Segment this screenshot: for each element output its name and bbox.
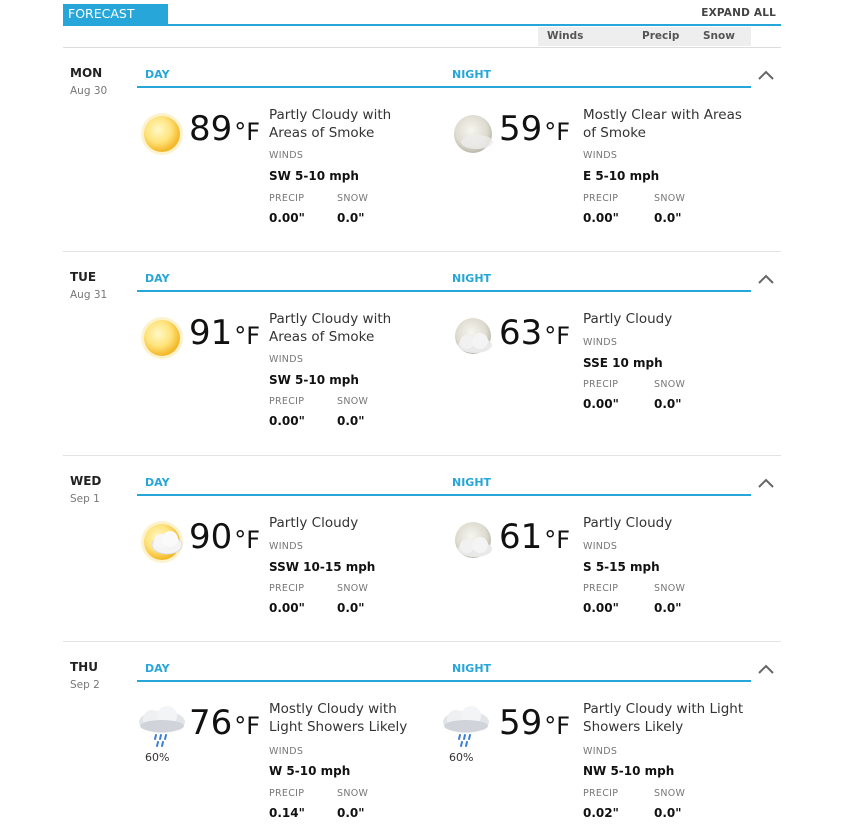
- winds-value: SSW 10-15 mph: [269, 560, 376, 574]
- legend-snow: Snow: [703, 30, 735, 42]
- winds-value: NW 5-10 mph: [583, 764, 675, 778]
- snow-value: 0.0": [337, 601, 365, 615]
- day-of-week: TUE: [70, 270, 97, 284]
- snow-label: SNOW: [654, 583, 686, 594]
- snow-value: 0.0": [337, 806, 365, 820]
- snow-value: 0.0": [654, 806, 682, 820]
- day-label: DAY: [145, 68, 170, 81]
- winds-label: WINDS: [269, 150, 304, 161]
- night-panel: [451, 307, 751, 437]
- condition-text: Partly Cloudy with Areas of Smoke: [269, 311, 392, 345]
- day-panel: [137, 697, 437, 827]
- sun-icon: [137, 111, 187, 157]
- header-underline: [63, 24, 781, 26]
- day-label: DAY: [145, 476, 170, 489]
- condition-text: Partly Cloudy: [583, 515, 673, 531]
- winds-label: WINDS: [269, 746, 304, 757]
- precip-value: 0.02": [583, 806, 619, 820]
- temperature: 63°F: [499, 313, 571, 353]
- day-panel: [137, 307, 437, 437]
- snow-value: 0.0": [337, 211, 365, 225]
- day-label: DAY: [145, 272, 170, 285]
- day-of-week: MON: [70, 66, 103, 80]
- night-label: NIGHT: [452, 68, 492, 81]
- condition-text: Mostly Cloudy with Light Showers Likely: [269, 701, 408, 735]
- snow-label: SNOW: [337, 788, 369, 799]
- condition-text: Partly Cloudy: [583, 311, 673, 327]
- precip-label: PRECIP: [583, 379, 619, 390]
- temperature: 61°F: [499, 517, 571, 557]
- collapse-chevron-icon[interactable]: [757, 476, 775, 490]
- precip-chance: 60%: [449, 751, 474, 764]
- night-label: NIGHT: [452, 272, 492, 285]
- temperature: 59°F: [499, 703, 571, 743]
- condition-text: Partly Cloudy with Areas of Smoke: [269, 107, 392, 141]
- day-of-week: WED: [70, 474, 102, 488]
- date-label: Aug 30: [70, 85, 108, 97]
- precip-chance: 60%: [145, 751, 170, 764]
- winds-label: WINDS: [269, 354, 304, 365]
- temperature: 91°F: [189, 313, 261, 353]
- collapse-chevron-icon[interactable]: [757, 272, 775, 286]
- period-underline: [137, 680, 751, 682]
- snow-label: SNOW: [337, 193, 369, 204]
- legend-winds: Winds: [547, 30, 584, 42]
- moon-clear-icon: [451, 111, 501, 157]
- legend-precip: Precip: [642, 30, 680, 42]
- period-underline: [137, 494, 751, 496]
- snow-label: SNOW: [654, 193, 686, 204]
- winds-label: WINDS: [583, 746, 618, 757]
- date-label: Sep 2: [70, 679, 100, 691]
- precip-value: 0.00": [583, 211, 619, 225]
- precip-label: PRECIP: [269, 583, 305, 594]
- night-label: NIGHT: [452, 476, 492, 489]
- expand-all-button[interactable]: EXPAND ALL: [701, 7, 776, 19]
- day-panel: [137, 511, 437, 641]
- moon-cloud-icon: [451, 519, 501, 565]
- temperature: 90°F: [189, 517, 261, 557]
- date-label: Sep 1: [70, 493, 100, 505]
- precip-label: PRECIP: [269, 788, 305, 799]
- snow-label: SNOW: [654, 788, 686, 799]
- temperature: 89°F: [189, 109, 261, 149]
- winds-label: WINDS: [583, 337, 618, 348]
- night-panel: [451, 511, 751, 641]
- sun-cloud-icon: [137, 519, 187, 565]
- precip-value: 0.00": [269, 601, 305, 615]
- winds-label: WINDS: [583, 541, 618, 552]
- snow-value: 0.0": [654, 211, 682, 225]
- forecast-row-mon: [0, 48, 847, 252]
- winds-value: SW 5-10 mph: [269, 373, 359, 387]
- snow-label: SNOW: [654, 379, 686, 390]
- forecast-tab[interactable]: FORECAST: [63, 4, 168, 24]
- precip-label: PRECIP: [583, 583, 619, 594]
- condition-text: Partly Cloudy: [269, 515, 359, 531]
- precip-value: 0.00": [269, 414, 305, 428]
- winds-label: WINDS: [583, 150, 618, 161]
- night-panel: [451, 103, 751, 233]
- precip-label: PRECIP: [583, 788, 619, 799]
- date-label: Aug 31: [70, 289, 108, 301]
- snow-label: SNOW: [337, 396, 369, 407]
- day-of-week: THU: [70, 660, 98, 674]
- collapse-chevron-icon[interactable]: [757, 68, 775, 82]
- forecast-row-thu: [0, 642, 847, 834]
- night-panel: [441, 697, 744, 827]
- snow-label: SNOW: [337, 583, 369, 594]
- snow-value: 0.0": [654, 397, 682, 411]
- precip-label: PRECIP: [269, 193, 305, 204]
- winds-value: SSE 10 mph: [583, 356, 663, 370]
- day-panel: [137, 103, 437, 233]
- rain-cloud-icon: [441, 705, 491, 751]
- night-label: NIGHT: [452, 662, 492, 675]
- collapse-chevron-icon[interactable]: [757, 662, 775, 676]
- precip-label: PRECIP: [583, 193, 619, 204]
- precip-label: PRECIP: [269, 396, 305, 407]
- period-underline: [137, 290, 751, 292]
- period-underline: [137, 86, 751, 88]
- winds-value: S 5-15 mph: [583, 560, 660, 574]
- precip-value: 0.00": [583, 601, 619, 615]
- precip-value: 0.00": [269, 211, 305, 225]
- condition-text: Mostly Clear with Areas of Smoke: [583, 107, 742, 141]
- winds-value: W 5-10 mph: [269, 764, 351, 778]
- moon-cloud-icon: [451, 315, 501, 361]
- forecast-row-wed: [0, 456, 847, 642]
- winds-label: WINDS: [269, 541, 304, 552]
- condition-text: Partly Cloudy with Light Showers Likely: [583, 701, 744, 735]
- winds-value: E 5-10 mph: [583, 169, 660, 183]
- day-label: DAY: [145, 662, 170, 675]
- precip-value: 0.00": [583, 397, 619, 411]
- snow-value: 0.0": [337, 414, 365, 428]
- winds-value: SW 5-10 mph: [269, 169, 359, 183]
- forecast-row-tue: [0, 252, 847, 456]
- temperature: 59°F: [499, 109, 571, 149]
- sun-icon: [137, 315, 187, 361]
- snow-value: 0.0": [654, 601, 682, 615]
- precip-value: 0.14": [269, 806, 305, 820]
- rain-cloud-icon: [137, 705, 187, 751]
- temperature: 76°F: [189, 703, 261, 743]
